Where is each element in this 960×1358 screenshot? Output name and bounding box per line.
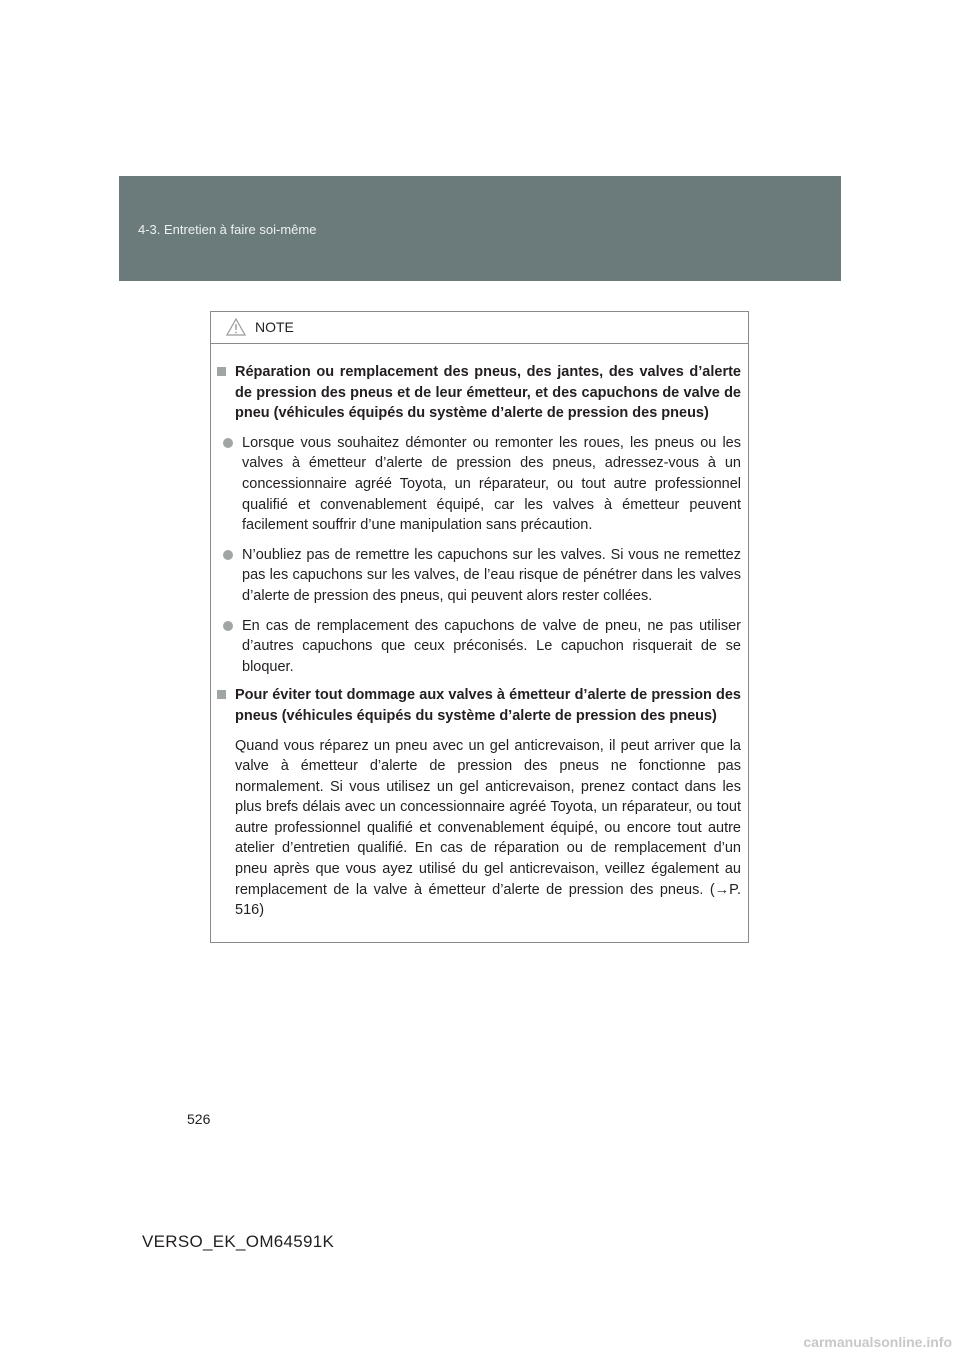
- list-item-text: En cas de remplacement des capuchons de valve de pneu, ne pas utiliser d’autres capuchons que ceux préconisés. Le capuchon risquerait de se bloquer.: [242, 617, 741, 675]
- square-bullet-icon: [217, 367, 226, 376]
- list-item-text: Lorsque vous souhaitez démonter ou remonter les roues, les pneus ou les valves à émetteur d’alerte de pression des pneus, adressez-vous à un concessionnaire agréé Toyota, un réparateur, ou tout autre professionnel qualifié et convenablement équipé, car les valves à émetteur peuvent facilement souffrir d’une manipulation sans précaution.: [242, 434, 741, 534]
- heading-text: Réparation ou remplacement des pneus, des jantes, des valves d’alerte de pression des pneus et de leur émetteur, et des capuchons de valve de pneu (véhicules équipés du système d’alerte de pression des pneus): [235, 364, 741, 422]
- round-bullet-icon: [223, 550, 233, 560]
- section-title: 4-3. Entretien à faire soi-même: [138, 222, 317, 237]
- warning-triangle-icon: [226, 318, 246, 341]
- list-item-text: N’oubliez pas de remettre les capuchons sur les valves. Si vous ne remettez pas les capuchons sur les valves, de l’eau risque de pénétrer dans les valves d’alerte de pression des pneus, qui peuvent alors rester collées.: [242, 546, 741, 604]
- section-heading: [217, 362, 741, 424]
- document-code: VERSO_EK_OM64591K: [142, 1232, 335, 1251]
- section-heading: [217, 685, 741, 726]
- note-header: [211, 312, 748, 344]
- header-band: [119, 176, 841, 281]
- round-bullet-icon: [223, 438, 233, 448]
- note-title: NOTE: [255, 319, 294, 335]
- square-bullet-icon: [217, 690, 226, 699]
- note-box: [210, 311, 749, 943]
- round-bullet-icon: [223, 621, 233, 631]
- section-paragraph: Quand vous réparez un pneu avec un gel anticrevaison, il peut arriver que la valve à émetteur d’alerte de pression des pneus ne fonctionne pas normalement. Si vous utilisez un gel anticrevaison, prenez contact dans les plus brefs délais avec un concessionnaire agréé Toyota, un réparateur, ou tout autre professionnel qualifié et convenablement équipé, ou encore tout autre atelier d’entretien qualifié. En cas de réparation ou de remplacement d’un pneu après que vous ayez utilisé du gel anticrevaison, veillez également au remplacement de la valve à émetteur d’alerte de pression des pneus. (→P. 516): [235, 737, 741, 919]
- page-number: 526: [187, 1111, 211, 1127]
- list-item: [217, 616, 741, 678]
- list-item: [217, 545, 741, 607]
- heading-text: Pour éviter tout dommage aux valves à émetteur d’alerte de pression des pneus (véhicules équipés du système d’alerte de pression des pneus): [235, 687, 741, 724]
- list-item: [217, 433, 741, 536]
- watermark: carmanualsonline.info: [803, 1334, 952, 1350]
- note-body: [211, 344, 748, 921]
